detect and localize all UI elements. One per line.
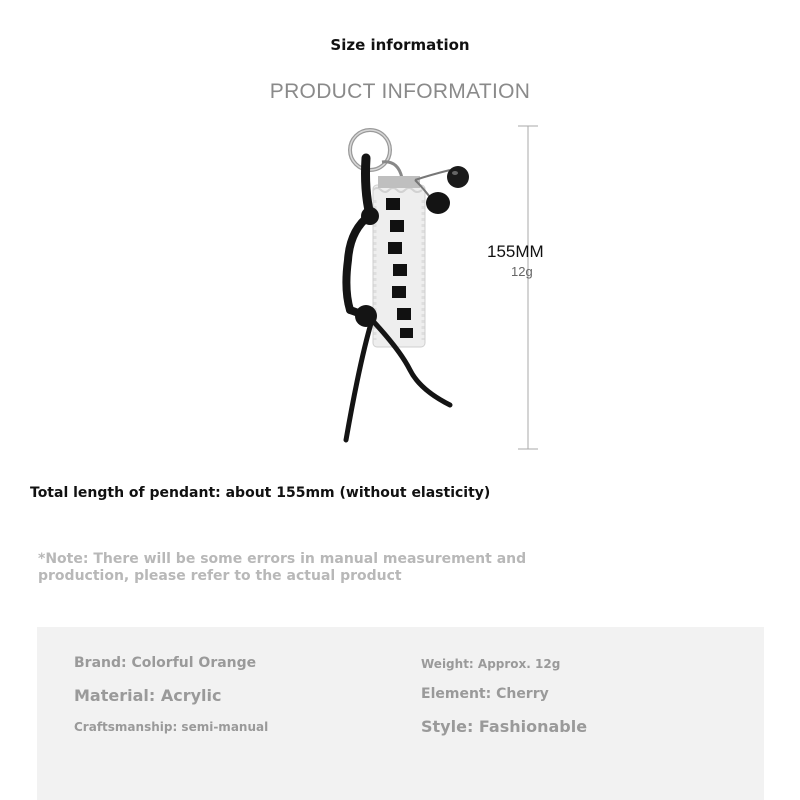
spec-material: Material: Acrylic: [74, 686, 222, 705]
measurement-note: [38, 551, 638, 585]
dimension-length-label: 155MM: [487, 242, 544, 261]
dimension-bracket: [460, 125, 550, 450]
section-title: Size information: [330, 36, 470, 54]
spec-craftsmanship: Craftsmanship: semi-manual: [74, 720, 269, 734]
spec-element: Element: Cherry: [421, 686, 549, 702]
note-line: production, please refer to the actual product: [38, 568, 402, 584]
note-line: *Note: There will be some errors in manual measurement and: [38, 551, 527, 567]
lace-ribbon: [373, 185, 425, 347]
total-length-text: Total length of pendant: about 155mm (without elasticity): [30, 485, 491, 501]
dimension-weight-label: 12g: [511, 264, 533, 279]
spec-panel: [37, 627, 764, 800]
spec-brand: Brand: Colorful Orange: [74, 655, 257, 671]
spec-weight: Weight: Approx. 12g: [421, 657, 561, 671]
product-info-heading: PRODUCT INFORMATION: [269, 80, 531, 103]
spec-style: Style: Fashionable: [421, 717, 588, 736]
